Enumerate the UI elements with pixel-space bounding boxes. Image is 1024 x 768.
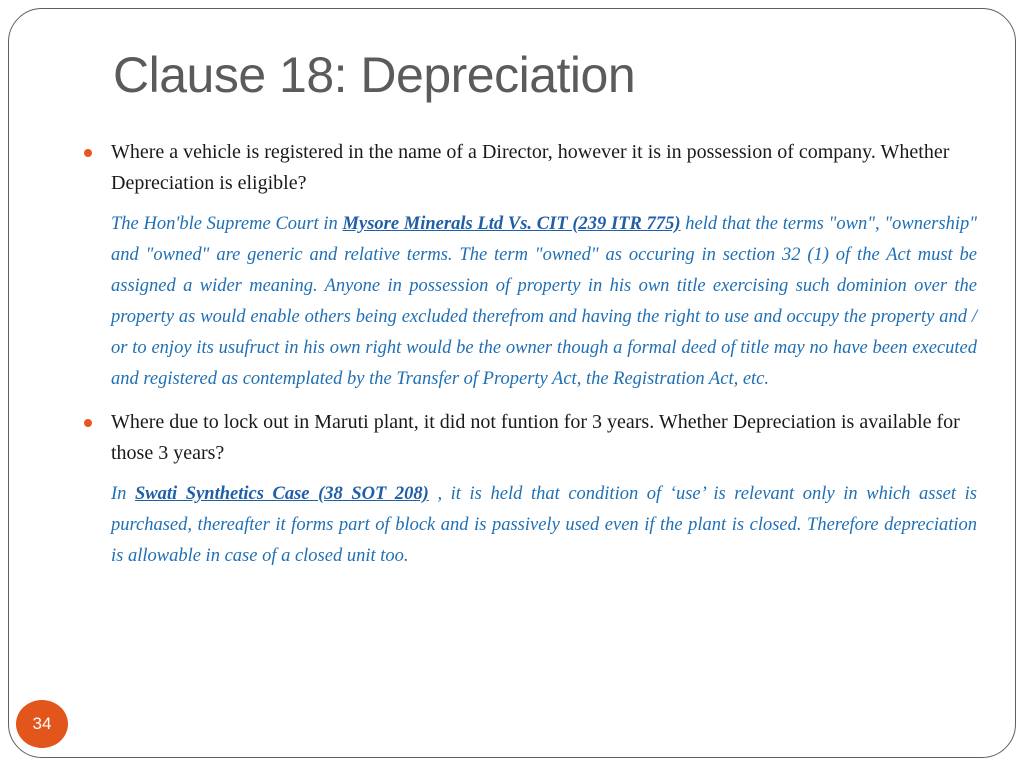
answer-body: , it is held that condition of ‘use’ is relevant only in which asset is purchased, thereafter it forms part of block and is passively used even if the plant is closed. Therefore depreciation is allowable in case of a closed unit too. <box>111 484 977 566</box>
question-text: Where a vehicle is registered in the name of a Director, however it is in possession of company. Whether Depreciation is eligible? <box>111 141 950 194</box>
answer-body: held that the terms "own", "ownership" and "owned" are generic and relative terms. The term "owned" as occuring in section 32 (1) of the Act must be assigned a wider meaning. Anyone in possession of property in his own title exercising such dominion over the property as would enable others being excluded therefrom and having the right to use and occupy the property and / or to enjoy its usufruct in his own right would be the owner though a formal deed of title may no have been executed and registered as contemplated by the Transfer of Property Act, the Registration Act, etc. <box>111 214 977 389</box>
case-citation: Swati Synthetics Case (38 SOT 208) <box>135 484 429 504</box>
bullet-dot-icon <box>84 149 92 157</box>
answer-paragraph-1 <box>111 209 977 395</box>
case-citation: Mysore Minerals Ltd Vs. CIT (239 ITR 775) <box>342 214 681 234</box>
answer-paragraph-2 <box>111 479 977 572</box>
question-text: Where due to lock out in Maruti plant, it did not funtion for 3 years. Whether Depreciation is available for those 3 years? <box>111 411 960 464</box>
bullet-question-2 <box>111 407 977 469</box>
slide-content <box>111 137 977 584</box>
answer-prefix: The Hon'ble Supreme Court in <box>111 214 343 234</box>
bullet-dot-icon <box>84 419 92 427</box>
answer-prefix: In <box>111 484 136 504</box>
slide-title: Clause 18: Depreciation <box>113 47 636 103</box>
slide-frame <box>8 8 1016 758</box>
slide-number-badge: 34 <box>16 700 68 748</box>
bullet-question-1 <box>111 137 977 199</box>
